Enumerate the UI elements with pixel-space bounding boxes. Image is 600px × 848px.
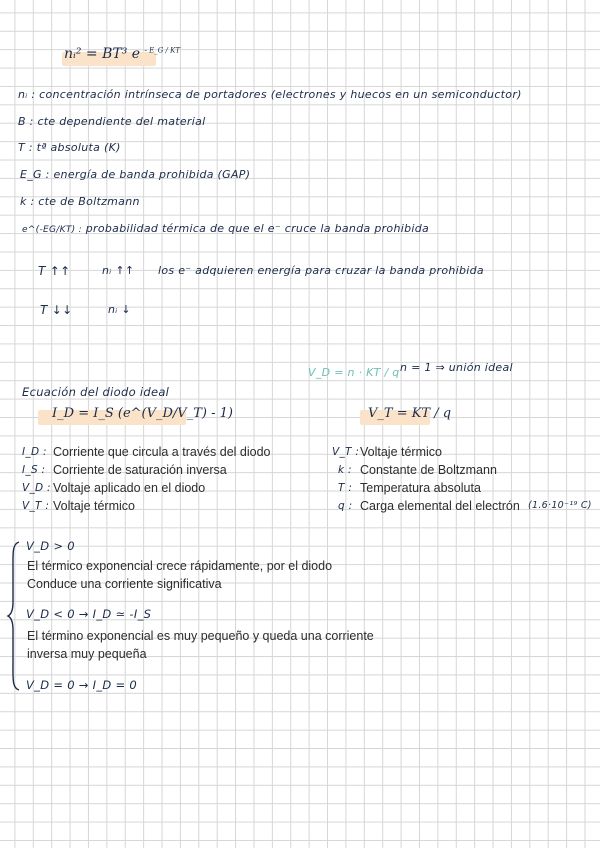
intrinsic-formula-lhs: nᵢ² = BT³ e <box>64 46 141 62</box>
var-r-vt-desc: Voltaje térmico <box>360 445 442 459</box>
intrinsic-formula <box>64 46 180 62</box>
diode-formula: I_D = I_S (e^(V_D/V_T) - 1) <box>52 406 233 421</box>
var-r-q-sym: q : <box>338 500 353 512</box>
cases-brace <box>6 540 22 692</box>
case2-cond: V_D < 0 → I_D ≃ -I_S <box>26 607 152 621</box>
var-vd-desc: Voltaje aplicado en el diodo <box>53 481 206 495</box>
case1-line2: Conduce una corriente significativa <box>27 577 222 591</box>
def-k: k : cte de Boltzmann <box>20 195 140 208</box>
temp-up-t: T ↑↑ <box>38 264 71 278</box>
var-r-q-desc: Carga elemental del electrón <box>360 499 520 513</box>
def-ni: nᵢ : concentración intrínseca de portadores (electrones y huecos en un semiconductor) <box>18 88 522 101</box>
diode-title: Ecuación del diodo ideal <box>22 385 170 399</box>
var-vt-sym: V_T : <box>22 500 50 512</box>
def-t: T : tª absoluta (K) <box>18 141 121 154</box>
temp-down-n: nᵢ ↓ <box>108 303 131 316</box>
var-id-desc: Corriente que circula a través del diodo <box>53 445 271 459</box>
var-r-k-desc: Constante de Boltzmann <box>360 463 497 477</box>
vt-formula: V_T = KT / q <box>368 406 452 421</box>
def-exp-prefix: e^(-EG/KT) : <box>22 225 82 235</box>
var-r-t-sym: T : <box>338 482 353 494</box>
def-b: B : cte dependiente del material <box>18 115 206 128</box>
case1-cond: V_D > 0 <box>26 539 75 553</box>
def-eg: E_G : energía de banda prohibida (GAP) <box>20 168 251 181</box>
var-is-sym: I_S : <box>22 464 46 476</box>
case2-line1: El término exponencial es muy pequeño y queda una corriente <box>27 629 374 643</box>
vd-ideal: n = 1 ⇒ unión ideal <box>400 361 513 374</box>
case2-line2: inversa muy pequeña <box>27 647 147 661</box>
intrinsic-formula-exp: - E_G / KT <box>144 46 181 55</box>
var-r-t-desc: Temperatura absoluta <box>360 481 481 495</box>
temp-up-text: los e⁻ adquieren energía para cruzar la banda prohibida <box>158 264 484 277</box>
var-r-k-sym: k : <box>338 464 352 476</box>
var-id-sym: I_D : <box>22 446 47 458</box>
var-r-vt-sym: V_T : <box>332 446 360 458</box>
temp-down-t: T ↓↓ <box>40 303 73 317</box>
case3-cond: V_D = 0 → I_D = 0 <box>26 678 138 692</box>
case1-line1: El térmico exponencial crece rápidamente, por el diodo <box>27 559 333 573</box>
def-exp-text: probabilidad térmica de que el e⁻ cruce la banda prohibida <box>85 222 430 235</box>
var-is-desc: Corriente de saturación inversa <box>53 463 227 477</box>
var-vt-desc: Voltaje térmico <box>53 499 135 513</box>
def-exp <box>22 222 429 235</box>
var-vd-sym: V_D : <box>22 482 51 494</box>
vd-formula: V_D = n · KT / q <box>308 366 400 379</box>
temp-up-n: nᵢ ↑↑ <box>102 264 135 277</box>
var-r-q-extra: (1.6·10⁻¹⁹ C) <box>528 500 592 511</box>
